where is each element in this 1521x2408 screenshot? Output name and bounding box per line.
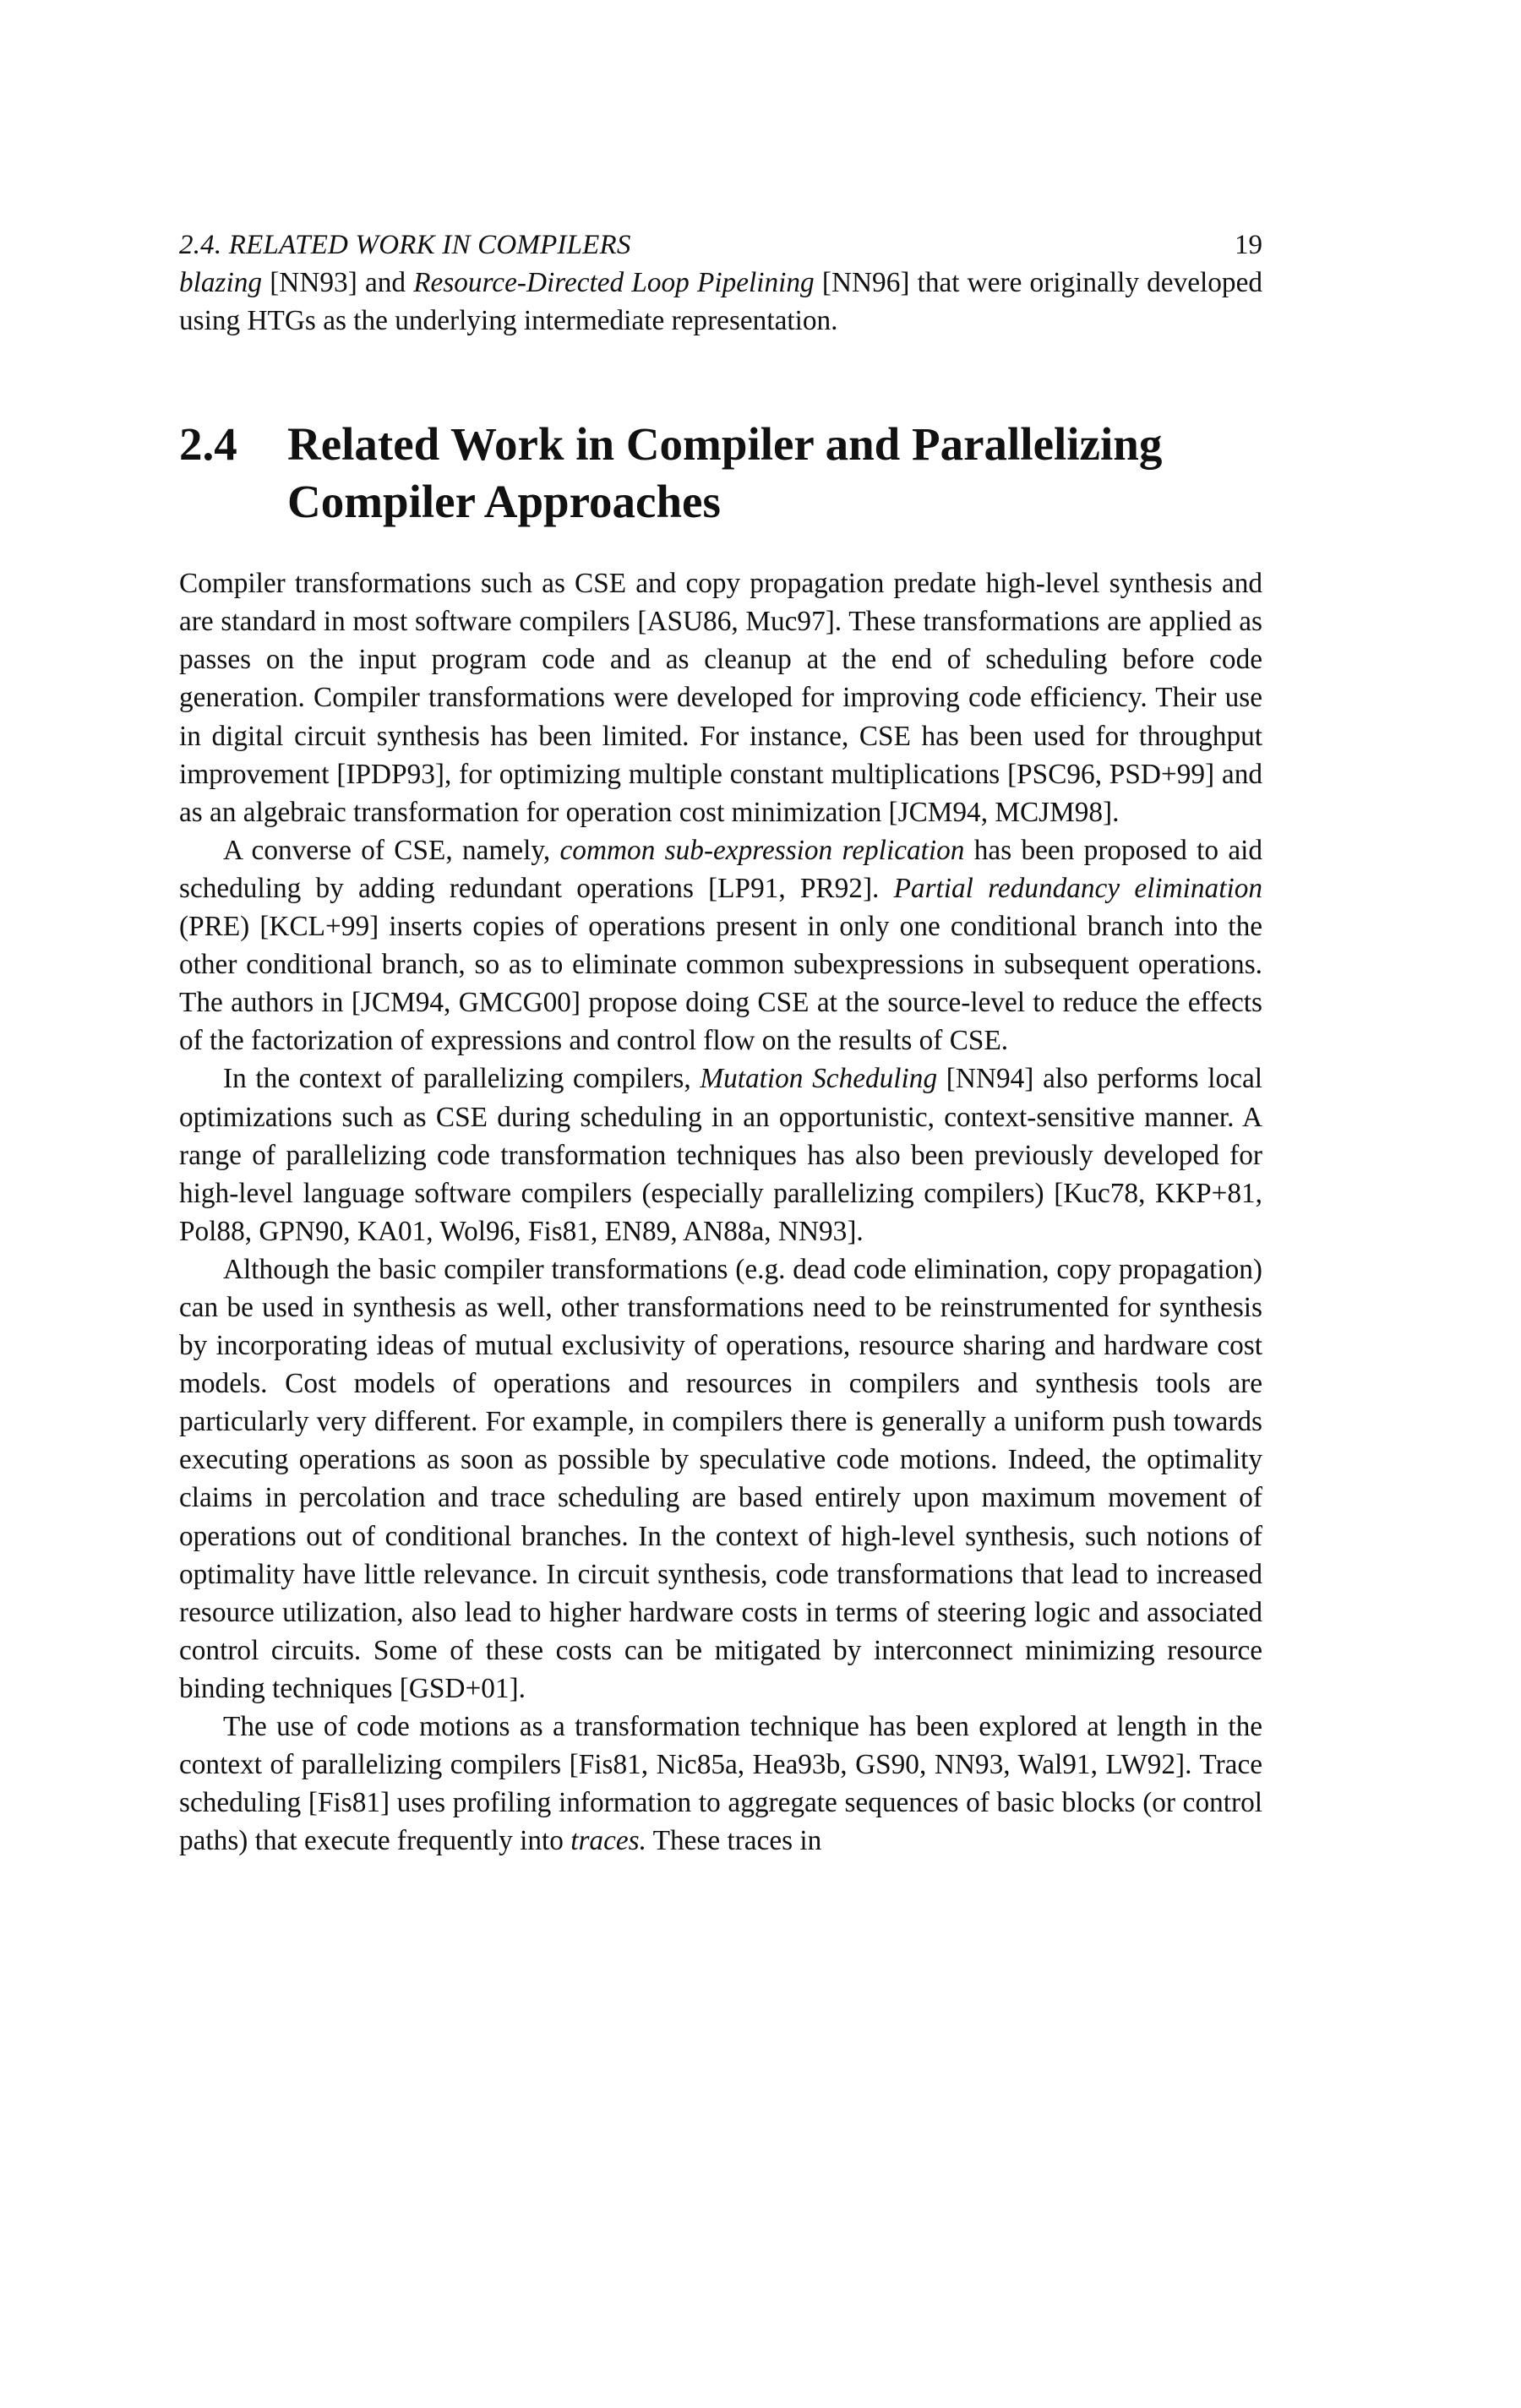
continuation-paragraph bbox=[179, 264, 1262, 340]
text-run: These traces in bbox=[646, 1825, 822, 1857]
section-heading bbox=[179, 416, 1262, 531]
text-run: In the context of parallelizing compilers, bbox=[223, 1063, 701, 1095]
section-number: 2.4 bbox=[179, 418, 237, 471]
text-run: A converse of CSE, namely, bbox=[223, 834, 560, 866]
text-run: (PRE) [KCL+99] inserts copies of operations present in only one conditional branch into the other conditional branch, so as to eliminate common subexpressions in subsequent operations. The authors in [JCM94, GMCG00] propose doing CSE at the source-level to reduce the effects of the factorization of expressions and control flow on the results of CSE. bbox=[179, 911, 1262, 1057]
emphasis-pre: Partial redundancy elimination bbox=[893, 872, 1262, 904]
emphasis-blazing: blazing bbox=[179, 267, 263, 298]
running-head-title: 2.4. RELATED WORK IN COMPILERS bbox=[179, 230, 631, 260]
text-run: The use of code motions as a transformation technique has been explored at length in the context of parallelizing compilers [Fis81, Nic85a, Hea93b, GS90, NN93, Wal91, LW92]. Trace scheduling [Fis81] uses profiling information to aggregate sequences of basic blocks (or control paths) that execute frequently into bbox=[179, 1711, 1262, 1857]
paragraph-1: Compiler transformations such as CSE and copy propagation predate high-level synthesis and are standard in most software compilers [ASU86, Muc97]. These transformations are applied as passes on the input program code and as cleanup at the end of scheduling before code generation. Compiler transformations were developed for improving code efficiency. Their use in digital circuit synthesis has been limited. For instance, CSE has been used for throughput improvement [IPDP93], for optimizing multiple constant multiplications [PSC96, PSD+99] and as an algebraic transformation for operation cost minimization [JCM94, MCJM98]. bbox=[179, 568, 1262, 828]
paragraph-4: Although the basic compiler transformations (e.g. dead code elimination, copy propagation) can be used in synthesis as well, other transformations need to be reinstrumented for synthesis by incorporating ideas of mutual exclusivity of operations, resource sharing and hardware cost models. Cost models of operations and resources in compilers and synthesis tools are particularly very different. For example, in compilers there is generally a uniform push towards executing operations as soon as possible by speculative code motions. Indeed, the optimality claims in percolation and trace scheduling are based entirely upon maximum movement of operations out of conditional branches. In the context of high-level synthesis, such notions of optimality have little relevance. In circuit synthesis, code transformations that lead to increased resource utilization, also lead to higher hardware costs in terms of steering logic and associated control circuits. Some of these costs can be mitigated by interconnect minimizing resource binding techniques [GSD+01]. bbox=[179, 1253, 1262, 1704]
text-run: [NN94] also performs local optimizations such as CSE during scheduling in an opportunistic, context-sensitive manner. A range of parallelizing code transformation techniques has also been previously developed for high-level language software compilers (especially parallelizing compilers) [Kuc78, KKP+81, Pol88, GPN90, KA01, Wol96, Fis81, EN89, AN88a, NN93]. bbox=[179, 1063, 1263, 1247]
text-run: [NN93] and bbox=[262, 267, 414, 298]
paragraph-2 bbox=[179, 831, 1262, 1060]
section-title: Related Work in Compiler and Parallelizing Compiler Approaches bbox=[287, 418, 1163, 528]
text-run: [NN96] that were originally developed using HTGs as the underlying intermediate representation. bbox=[179, 267, 1262, 337]
emphasis-cse-replication: common sub-expression replication bbox=[559, 834, 965, 866]
paragraph-3 bbox=[179, 1060, 1262, 1250]
paragraph-5 bbox=[179, 1708, 1262, 1860]
text-run: has been proposed to aid scheduling by adding redundant operations [LP91, PR92]. bbox=[179, 834, 1262, 904]
page-number: 19 bbox=[1235, 230, 1262, 260]
emphasis-traces: traces. bbox=[570, 1825, 646, 1857]
running-head bbox=[179, 226, 1262, 264]
book-page bbox=[179, 226, 1262, 1860]
emphasis-rdlp: Resource-Directed Loop Pipelining bbox=[413, 267, 815, 298]
emphasis-mutation-scheduling: Mutation Scheduling bbox=[700, 1063, 938, 1095]
